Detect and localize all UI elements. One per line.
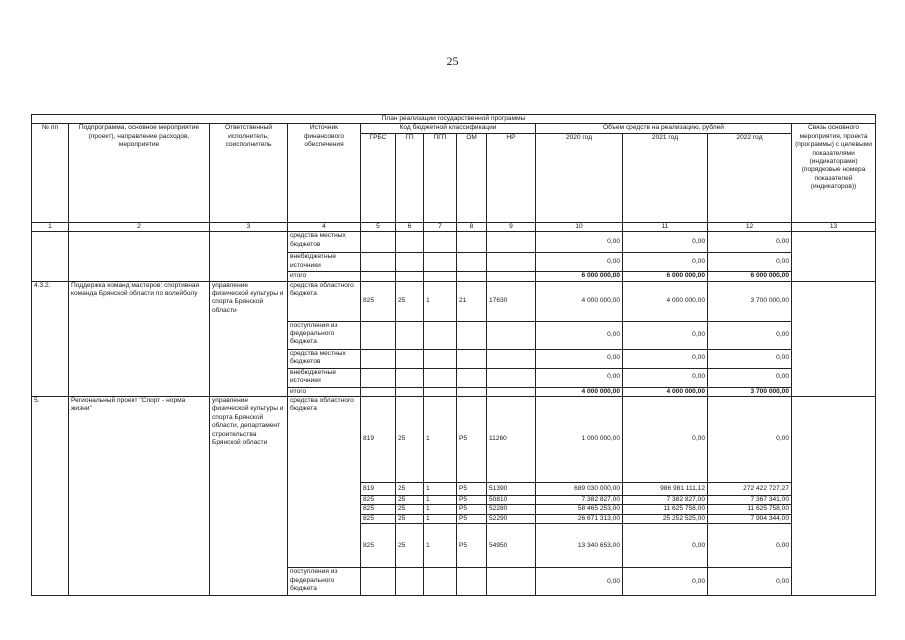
amount-2020: 7 382 827,00	[536, 496, 623, 505]
amount-2022: 0,00	[708, 397, 792, 483]
amount-2022: 0,00	[708, 368, 792, 387]
amount-2020: 26 671 313,00	[536, 514, 623, 523]
amount-2022: 0,00	[708, 524, 792, 568]
col-number: 3	[210, 222, 288, 231]
code-nr: 52280	[487, 505, 536, 514]
col-number: 10	[536, 222, 623, 231]
source-cell: средства местных бюджетов	[288, 349, 361, 368]
code-om: P5	[457, 505, 487, 514]
header-om: ОМ	[457, 133, 487, 222]
row-executor: управление физической культуры и спорта Брянской области	[210, 281, 288, 396]
code-nr: 52290	[487, 514, 536, 523]
amount-2020: 13 340 653,00	[536, 524, 623, 568]
header-executor: Ответственный исполнитель, соисполнитель	[210, 124, 288, 222]
source-cell: итого	[288, 272, 361, 281]
code-gp: 25	[396, 524, 424, 568]
code-gp: 25	[396, 281, 424, 321]
amount-2020: 689 030 000,00	[536, 483, 623, 496]
amount-2022: 11 625 758,00	[708, 505, 792, 514]
header-num: № пп	[32, 124, 69, 222]
row-name: Региональный проект "Спорт - норма жизни"	[69, 397, 210, 596]
code-gp: 25	[396, 483, 424, 496]
amount-2022: 272 422 727,27	[708, 483, 792, 496]
code-om: P5	[457, 397, 487, 483]
col-number: 7	[424, 222, 457, 231]
amount-2020: 0,00	[536, 349, 623, 368]
header-nr: НР	[487, 133, 536, 222]
col-number: 11	[623, 222, 708, 231]
amount-2022: 0,00	[708, 253, 792, 272]
header-amount-group: Объем средств на реализацию, рублей	[536, 124, 792, 133]
code-om: P5	[457, 514, 487, 523]
amount-2021: 6 000 000,00	[623, 272, 708, 281]
code-gp: 25	[396, 505, 424, 514]
code-om: P5	[457, 483, 487, 496]
col-number: 12	[708, 222, 792, 231]
col-number: 1	[32, 222, 69, 231]
source-cell: поступления из федерального бюджета	[288, 321, 361, 349]
code-nr: 51390	[487, 483, 536, 496]
source-cell: поступления из федерального бюджета	[288, 568, 361, 596]
col-number: 13	[792, 222, 876, 231]
amount-2021: 11 625 758,00	[623, 505, 708, 514]
source-cell: средства областного бюджета	[288, 397, 361, 568]
row-name: Поддержка команд мастеров: спортивная команда Брянской области по волейболу	[69, 281, 210, 396]
code-grbs: 825	[361, 514, 396, 523]
header-2022: 2022 год	[708, 133, 792, 222]
header-grbs: ГРБС	[361, 133, 396, 222]
amount-2022: 3 700 000,00	[708, 281, 792, 321]
row-number: 4.3.2.	[32, 281, 69, 396]
code-grbs: 825	[361, 524, 396, 568]
amount-2020: 0,00	[536, 232, 623, 253]
amount-2020: 58 465 253,00	[536, 505, 623, 514]
amount-2022: 0,00	[708, 349, 792, 368]
amount-2022: 7 904 344,00	[708, 514, 792, 523]
row-number: 5.	[32, 397, 69, 596]
amount-2022: 7 367 341,00	[708, 496, 792, 505]
amount-2020: 0,00	[536, 568, 623, 596]
amount-2022: 0,00	[708, 568, 792, 596]
amount-2021: 0,00	[623, 349, 708, 368]
col-number: 8	[457, 222, 487, 231]
amount-2020: 0,00	[536, 321, 623, 349]
header-name: Подпрограмма, основное мероприятие (проект), направление расходов, мероприятие	[69, 124, 210, 222]
table-caption: План реализации государственной программы	[32, 115, 876, 124]
header-kbk-group: Код бюджетной классификации	[361, 124, 536, 133]
col-number: 6	[396, 222, 424, 231]
code-om: P5	[457, 524, 487, 568]
code-grbs: 819	[361, 397, 396, 483]
row-executor: управление физической культуры и спорта Брянской области, департамент строительства Брянской области	[210, 397, 288, 596]
page-number: 25	[446, 54, 459, 68]
table-row	[32, 232, 876, 253]
code-grbs: 825	[361, 281, 396, 321]
col-number: 4	[288, 222, 361, 231]
source-cell: внебюджетные источники	[288, 253, 361, 272]
code-pgp: 1	[424, 397, 457, 483]
code-pgp: 1	[424, 505, 457, 514]
col-number: 2	[69, 222, 210, 231]
amount-2022: 3 700 000,00	[708, 387, 792, 396]
amount-2021: 0,00	[623, 524, 708, 568]
header-2020: 2020 год	[536, 133, 623, 222]
amount-2021: 0,00	[623, 568, 708, 596]
table-row	[32, 397, 876, 483]
code-nr: 17630	[487, 281, 536, 321]
header-gp: ГП	[396, 133, 424, 222]
amount-2021: 986 981 111,12	[623, 483, 708, 496]
code-pgp: 1	[424, 483, 457, 496]
amount-2020: 4 000 000,00	[536, 387, 623, 396]
column-number-row	[32, 222, 876, 231]
code-grbs: 825	[361, 505, 396, 514]
code-nr: 11260	[487, 397, 536, 483]
header-source: Источник финансового обеспечения	[288, 124, 361, 222]
amount-2022: 6 000 000,00	[708, 272, 792, 281]
header-link: Связь основного мероприятия, проекта (программы) с целевыми показателями (индикаторами) (порядковые номера показателей (индикаторов))	[792, 124, 876, 222]
amount-2021: 4 000 000,00	[623, 387, 708, 396]
code-gp: 25	[396, 496, 424, 505]
amount-2020: 4 000 000,00	[536, 281, 623, 321]
col-number: 5	[361, 222, 396, 231]
source-cell: внебюджетные источники	[288, 368, 361, 387]
col-number: 9	[487, 222, 536, 231]
amount-2021: 0,00	[623, 253, 708, 272]
code-nr: 54950	[487, 524, 536, 568]
code-om: 21	[457, 281, 487, 321]
amount-2021: 0,00	[623, 232, 708, 253]
code-om: P5	[457, 496, 487, 505]
amount-2020: 0,00	[536, 368, 623, 387]
code-nr: 50810	[487, 496, 536, 505]
amount-2022: 0,00	[708, 321, 792, 349]
amount-2021: 25 252 525,00	[623, 514, 708, 523]
plan-table	[31, 114, 876, 596]
amount-2020: 6 000 000,00	[536, 272, 623, 281]
amount-2020: 0,00	[536, 253, 623, 272]
code-gp: 25	[396, 514, 424, 523]
source-cell: итого	[288, 387, 361, 396]
amount-2021: 4 000 000,00	[623, 281, 708, 321]
amount-2021: 7 382 827,00	[623, 496, 708, 505]
code-pgp: 1	[424, 281, 457, 321]
code-pgp: 1	[424, 514, 457, 523]
amount-2021: 0,00	[623, 368, 708, 387]
header-2021: 2021 год	[623, 133, 708, 222]
amount-2021: 0,00	[623, 321, 708, 349]
source-cell: средства местных бюджетов	[288, 232, 361, 253]
code-gp: 25	[396, 397, 424, 483]
source-cell: средства областного бюджета	[288, 281, 361, 321]
code-grbs: 819	[361, 483, 396, 496]
amount-2020: 1 000 000,00	[536, 397, 623, 483]
amount-2021: 0,00	[623, 397, 708, 483]
table-row	[32, 281, 876, 321]
amount-2022: 0,00	[708, 232, 792, 253]
code-pgp: 1	[424, 524, 457, 568]
code-grbs: 825	[361, 496, 396, 505]
code-pgp: 1	[424, 496, 457, 505]
header-pgp: ПГП	[424, 133, 457, 222]
